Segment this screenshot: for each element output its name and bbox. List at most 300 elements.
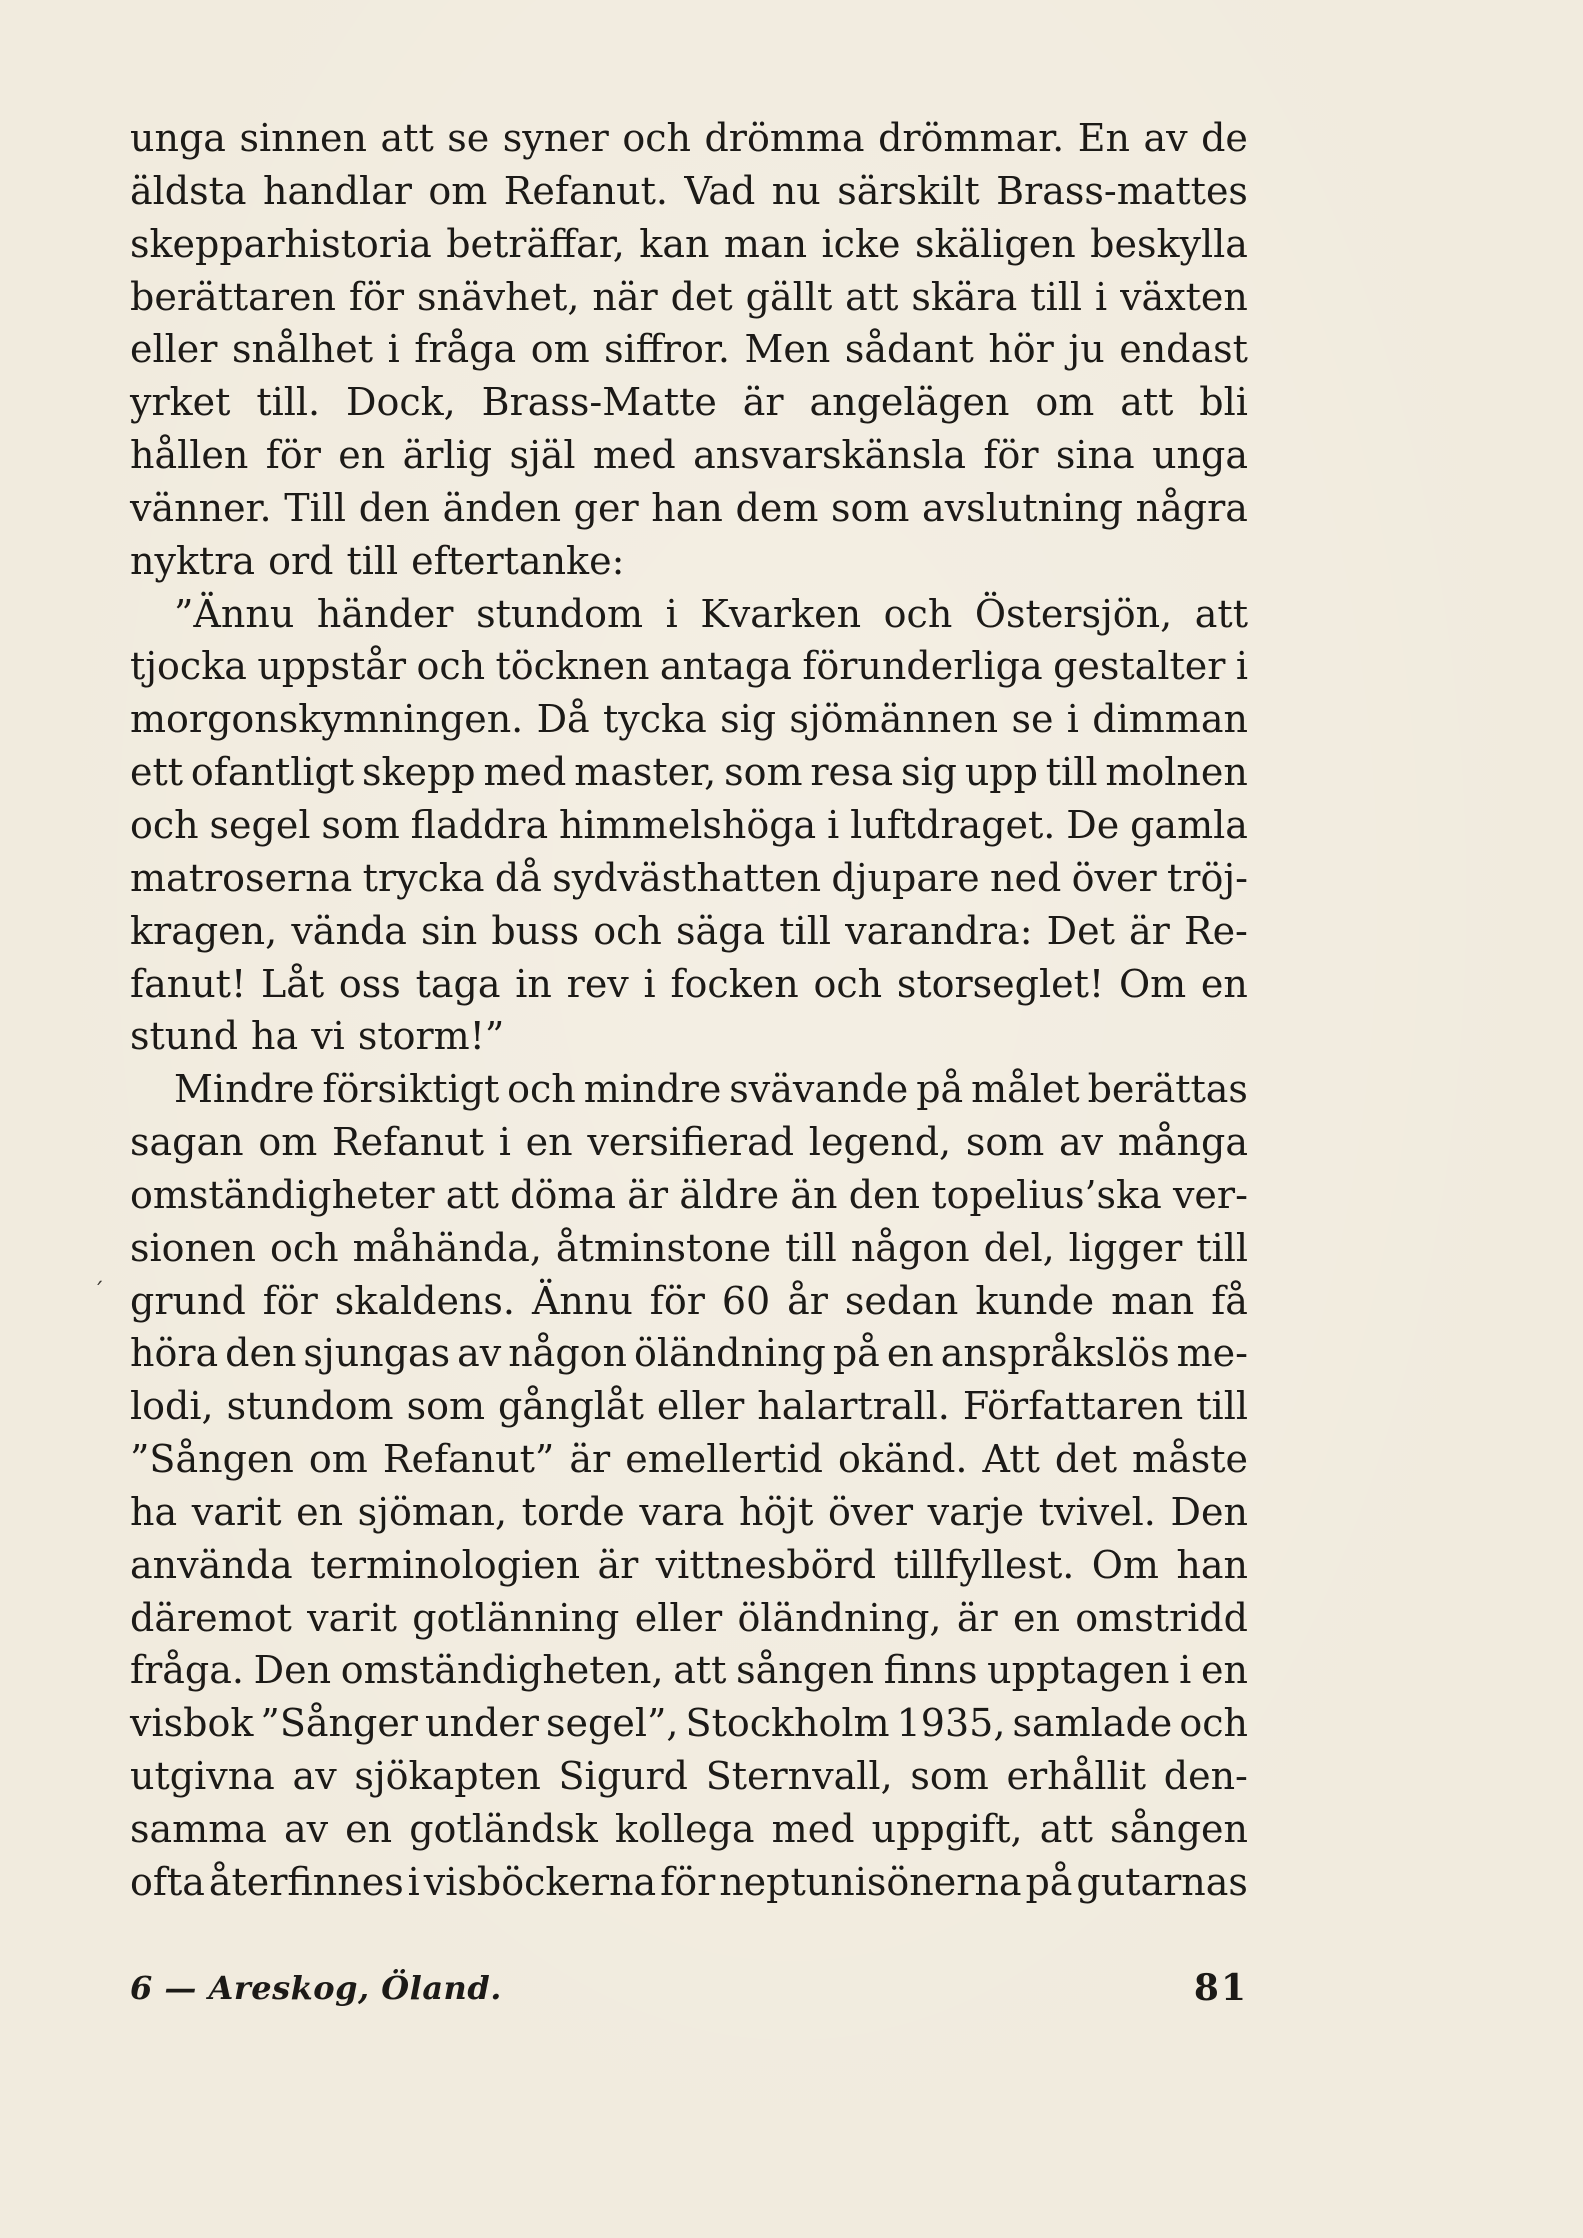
word: däremot (130, 1595, 292, 1640)
word: att (845, 274, 899, 319)
word: är (1129, 908, 1170, 953)
word: att (445, 1172, 499, 1217)
word: en (525, 1120, 573, 1165)
word: sjungas (303, 1331, 451, 1376)
word: som (965, 1120, 1045, 1165)
word: Men (744, 327, 831, 372)
text-line (130, 693, 1248, 746)
word: någon (508, 1331, 627, 1376)
word: eller (656, 1384, 745, 1429)
text-line (130, 1592, 1248, 1645)
word: i (387, 327, 400, 372)
word: Ännu (531, 1278, 633, 1323)
word: den (358, 485, 430, 530)
signature-mark: 6 — Areskog, Öland. (130, 1969, 502, 2007)
word: stund (130, 1014, 239, 1059)
word: av (1059, 1120, 1104, 1165)
word: särskilt (837, 168, 980, 213)
word: Mindre (174, 1067, 315, 1112)
word: okänd. (838, 1437, 968, 1482)
word: med (592, 433, 676, 478)
word: Brass-mattes (996, 168, 1248, 213)
word: öländning (633, 1331, 826, 1376)
word: Vad (684, 168, 756, 213)
word: storm!” (357, 1014, 505, 1059)
text-line (130, 852, 1248, 905)
word: mindre (583, 1067, 722, 1112)
word: eftertanke: (411, 538, 625, 583)
word: i (1179, 1648, 1192, 1693)
word: master, (574, 750, 717, 795)
word: med (771, 1807, 855, 1851)
word: är (742, 380, 784, 425)
word: syner (502, 116, 609, 160)
word: att (1039, 1807, 1093, 1851)
word: focken (670, 961, 799, 1006)
word: ju (1068, 327, 1105, 372)
word: eller (634, 1595, 723, 1640)
text-line (130, 958, 1248, 1011)
word: är (956, 1595, 998, 1640)
word: av (1143, 116, 1188, 160)
word: morgonskymningen. (130, 697, 524, 742)
word: om (428, 168, 488, 213)
word: varje (927, 1489, 1025, 1534)
word: händer (316, 591, 454, 636)
word: det (670, 274, 733, 319)
word: sjömännen (789, 697, 999, 742)
text-line (130, 535, 1248, 588)
word: luftdraget. (850, 802, 1056, 847)
word: den (225, 1331, 297, 1376)
word: på (1025, 1859, 1073, 1904)
word: gällt (745, 274, 833, 319)
word: utgivna (130, 1754, 275, 1799)
word: lodi, (130, 1384, 214, 1429)
word: en (1012, 1595, 1060, 1640)
word: svävande (729, 1067, 909, 1112)
word: av (283, 1807, 329, 1851)
word: äldre (679, 1172, 780, 1217)
word: sig (720, 697, 777, 742)
word: sydvästhatten (552, 855, 822, 900)
word: använda (130, 1542, 293, 1587)
word: En (1077, 116, 1130, 160)
word: i (1094, 274, 1108, 319)
word: är (597, 1542, 639, 1587)
word: och (416, 644, 486, 689)
word: dem (735, 485, 819, 530)
text-line (130, 376, 1248, 429)
word: Författaren (962, 1384, 1184, 1429)
word: i (1235, 644, 1248, 689)
word: på (916, 1067, 964, 1112)
word: omständigheter (130, 1172, 435, 1217)
word: siffror. (604, 327, 730, 372)
word: till (1196, 1384, 1248, 1429)
word: ned (990, 855, 1062, 900)
word: Dock, (346, 380, 456, 425)
text-line (130, 1486, 1248, 1539)
word: omständigheten, (340, 1648, 664, 1693)
word: hör (988, 327, 1054, 372)
word: kunde (975, 1278, 1095, 1323)
word: återfinnes (208, 1859, 404, 1904)
word: måste (1132, 1437, 1248, 1482)
word: sagan (130, 1120, 244, 1165)
word: resa (810, 750, 894, 795)
page-footer (130, 1960, 1248, 2016)
word: kan (639, 221, 710, 266)
word: me- (1176, 1331, 1248, 1376)
text-line (130, 1010, 1248, 1063)
word: när (592, 274, 658, 319)
text-line (130, 429, 1248, 482)
text-line (130, 1697, 1248, 1750)
text-line (130, 640, 1248, 693)
word: säga (676, 908, 766, 953)
word: försiktigt (322, 1067, 500, 1112)
word: upp (964, 750, 1038, 795)
word: döma (510, 1172, 617, 1217)
text-line (130, 165, 1248, 218)
text-line (130, 905, 1248, 958)
text-line (130, 1063, 1248, 1116)
word: neptunisönerna (719, 1859, 1022, 1904)
word: avslutning (922, 485, 1123, 530)
word: fråga. (130, 1648, 244, 1693)
word: samlade (1012, 1701, 1173, 1746)
word: snävhet, (416, 274, 580, 319)
word: för (660, 1859, 716, 1904)
word: på (832, 1331, 880, 1376)
word: en (345, 1807, 393, 1851)
word: ver- (1172, 1172, 1248, 1217)
word: icke (821, 221, 901, 266)
word: tjocka (130, 644, 247, 689)
word: ”Ännu (174, 591, 295, 636)
word: Sternvall, (705, 1754, 893, 1799)
text-line (130, 323, 1248, 376)
word: sionen (130, 1225, 256, 1270)
word: Refanut” (382, 1437, 555, 1482)
word: kollega (614, 1807, 755, 1851)
word: uppstår (257, 644, 407, 689)
word: drömmar. (878, 116, 1065, 160)
word: trycka (362, 855, 485, 900)
text-line (130, 1380, 1248, 1433)
word: Östersjön, (974, 591, 1173, 636)
word: taga (415, 961, 501, 1006)
word: ligger (1068, 1225, 1183, 1270)
word: emellertid (625, 1437, 823, 1482)
word: då (494, 855, 542, 900)
word: berättaren (130, 274, 336, 319)
word: som (831, 485, 910, 530)
word: vänner. (130, 485, 272, 530)
word: djupare (831, 855, 980, 900)
word: än (790, 1172, 838, 1217)
word: höjt (738, 1489, 814, 1534)
word: tycka (603, 697, 707, 742)
text-line (130, 112, 1248, 165)
word: sången (736, 1648, 875, 1693)
word: han (651, 485, 723, 530)
word: av (457, 1331, 502, 1376)
word: vända (291, 908, 407, 953)
word: och (1179, 1701, 1248, 1746)
word: skepparhistoria (130, 221, 432, 266)
word: segel”, (546, 1701, 679, 1746)
word: Om (1091, 1542, 1159, 1587)
word: och (593, 908, 662, 953)
word: gotländsk (409, 1807, 598, 1851)
word: oss (338, 961, 401, 1006)
word: i (1066, 697, 1079, 742)
word: terminologien (310, 1542, 581, 1587)
word: buss (491, 908, 580, 953)
word: som (406, 1384, 485, 1429)
word: den (848, 1172, 920, 1217)
word: för (265, 433, 321, 478)
word: sjöman, (357, 1489, 508, 1534)
text-line (130, 218, 1248, 271)
word: halartrall. (757, 1384, 950, 1429)
word: en (886, 1331, 934, 1376)
word: stundom (476, 591, 644, 636)
word: varandra: (845, 908, 1033, 953)
word: Om (1118, 961, 1187, 1006)
word: Brass-Matte (481, 380, 717, 425)
word: matroserna (130, 855, 353, 900)
word: se (447, 116, 490, 160)
word: Den (1170, 1489, 1248, 1534)
word: del, (983, 1225, 1055, 1270)
word: Re- (1183, 908, 1248, 953)
word: ”Sånger (260, 1701, 418, 1746)
word: legend, (808, 1120, 952, 1165)
word: Den (253, 1648, 332, 1693)
word: en (338, 433, 386, 478)
word: växten (1120, 274, 1248, 319)
page-number: 81 (1193, 1967, 1248, 2009)
word: han (1176, 1542, 1248, 1587)
word: unga (130, 116, 226, 160)
word: erhållit (1006, 1754, 1147, 1799)
word: unga (1152, 433, 1248, 478)
word: sedan (844, 1278, 959, 1323)
word: gamla (1130, 802, 1248, 847)
text-line (130, 1116, 1248, 1169)
word: av (292, 1754, 337, 1799)
word: nu (771, 168, 821, 213)
word: torde (521, 1489, 625, 1534)
word: som (910, 1754, 989, 1799)
word: Stockholm (685, 1701, 890, 1746)
word: gotlänning (412, 1595, 620, 1640)
word: grund (130, 1278, 246, 1323)
word: handlar (263, 168, 412, 213)
word: antaga (659, 644, 792, 689)
word: berättas (1087, 1067, 1248, 1112)
word: skaldens. (334, 1278, 515, 1323)
word: för (348, 274, 405, 319)
word: ofantligt (190, 750, 355, 795)
word: ha (130, 1489, 178, 1534)
text-line (130, 1222, 1248, 1275)
word: och (130, 802, 199, 847)
word: det (1054, 1437, 1117, 1482)
word: öländning, (737, 1595, 942, 1640)
word: endast (1119, 327, 1248, 372)
word: Att (982, 1437, 1040, 1482)
word: eller (130, 327, 218, 372)
text-line (130, 271, 1248, 324)
word: upptagen (987, 1648, 1170, 1693)
word: stundom (226, 1384, 394, 1429)
word: som (321, 802, 400, 847)
word: ärlig (402, 433, 493, 478)
word: till (1196, 1225, 1248, 1270)
word: Då (536, 697, 590, 742)
word: tillfyllest. (893, 1542, 1075, 1587)
word: få (1211, 1278, 1248, 1323)
word: att (380, 116, 434, 160)
word: en (1200, 961, 1248, 1006)
word: finns (883, 1648, 978, 1693)
word: över (828, 1489, 913, 1534)
word: töcknen (495, 644, 650, 689)
word: tröj- (1167, 855, 1248, 900)
word: sången (1110, 1807, 1248, 1851)
word: samma (130, 1807, 267, 1851)
word: segel (209, 802, 311, 847)
margin-mark: ´ (93, 1280, 104, 1305)
word: till (1045, 750, 1098, 795)
text-line (130, 1803, 1248, 1856)
word: fanut! (130, 961, 247, 1006)
word: om (258, 1120, 318, 1165)
text-line (130, 588, 1248, 641)
word: till (346, 538, 399, 583)
word: är (627, 1172, 669, 1217)
word: under (425, 1701, 539, 1746)
text-line (130, 1433, 1248, 1486)
word: sig (900, 750, 957, 795)
word: man (1111, 1278, 1195, 1323)
word: ”Sången (130, 1437, 294, 1482)
word: skäligen (914, 221, 1076, 266)
word: till. (256, 380, 321, 425)
word: 1935, (896, 1701, 1006, 1746)
word: varit (191, 1489, 282, 1534)
word: varit (307, 1595, 397, 1640)
word: omstridd (1075, 1595, 1248, 1640)
word: äldsta (130, 168, 247, 213)
word: gestalter (1053, 644, 1226, 689)
word: anspråkslös (940, 1331, 1170, 1376)
word: fladdra (410, 802, 549, 847)
word: till (785, 1225, 837, 1270)
word: änden (442, 485, 562, 530)
word: in (515, 961, 552, 1006)
word: åtminstone (555, 1225, 772, 1270)
word: för (649, 1278, 705, 1323)
word: se (1011, 697, 1054, 742)
word: och (883, 591, 953, 636)
word: man (723, 221, 808, 266)
word: himmelshöga (559, 802, 817, 847)
word: visböckerna (423, 1859, 657, 1904)
word: och (507, 1067, 576, 1112)
word: drömma (704, 116, 865, 160)
word: den- (1163, 1754, 1248, 1799)
word: att (1194, 591, 1248, 636)
word: i (498, 1120, 511, 1165)
word: och (813, 961, 883, 1006)
word: ofta (130, 1859, 205, 1904)
word: fråga (414, 327, 517, 372)
word: yrket (130, 380, 231, 425)
word: i (407, 1859, 420, 1904)
word: angelägen (809, 380, 1010, 425)
word: vittnesbörd (655, 1542, 877, 1587)
word: snålhet (232, 327, 374, 372)
text-line (130, 1856, 1248, 1909)
word: Till (284, 485, 347, 530)
word: om (1035, 380, 1095, 425)
word: att (1120, 380, 1174, 425)
word: vara (639, 1489, 725, 1534)
word: i (827, 802, 840, 847)
word: rev (566, 961, 629, 1006)
word: och (269, 1225, 339, 1270)
word: versifierad (587, 1120, 795, 1165)
word: 60 (721, 1278, 771, 1323)
word: till (1030, 274, 1083, 319)
word: molnen (1105, 750, 1248, 795)
word: Sigurd (558, 1754, 688, 1799)
text-line (130, 1539, 1248, 1592)
word: tvivel. (1038, 1489, 1156, 1534)
word: för (983, 433, 1039, 478)
word: Kvarken (700, 591, 862, 636)
word: några (1135, 485, 1248, 530)
word: ha (251, 1014, 299, 1059)
word: sina (1055, 433, 1135, 478)
word: själ (509, 433, 576, 478)
word: kragen, (130, 908, 278, 953)
word: skära (911, 274, 1018, 319)
text-line (130, 482, 1248, 535)
word: om (530, 327, 590, 372)
word: över (1071, 855, 1157, 900)
word: med (483, 750, 567, 795)
word: vi (311, 1014, 345, 1059)
body-text (130, 112, 1248, 1909)
word: sjökapten (354, 1754, 541, 1799)
word: ett (130, 750, 184, 795)
word: för (262, 1278, 318, 1323)
word: Refanut. (503, 168, 668, 213)
word: ord (268, 538, 334, 583)
word: om (308, 1437, 368, 1482)
text-line (130, 746, 1248, 799)
word: De (1066, 802, 1120, 847)
word: Låt (260, 961, 325, 1006)
word: är (569, 1437, 611, 1482)
text-line (130, 1275, 1248, 1328)
